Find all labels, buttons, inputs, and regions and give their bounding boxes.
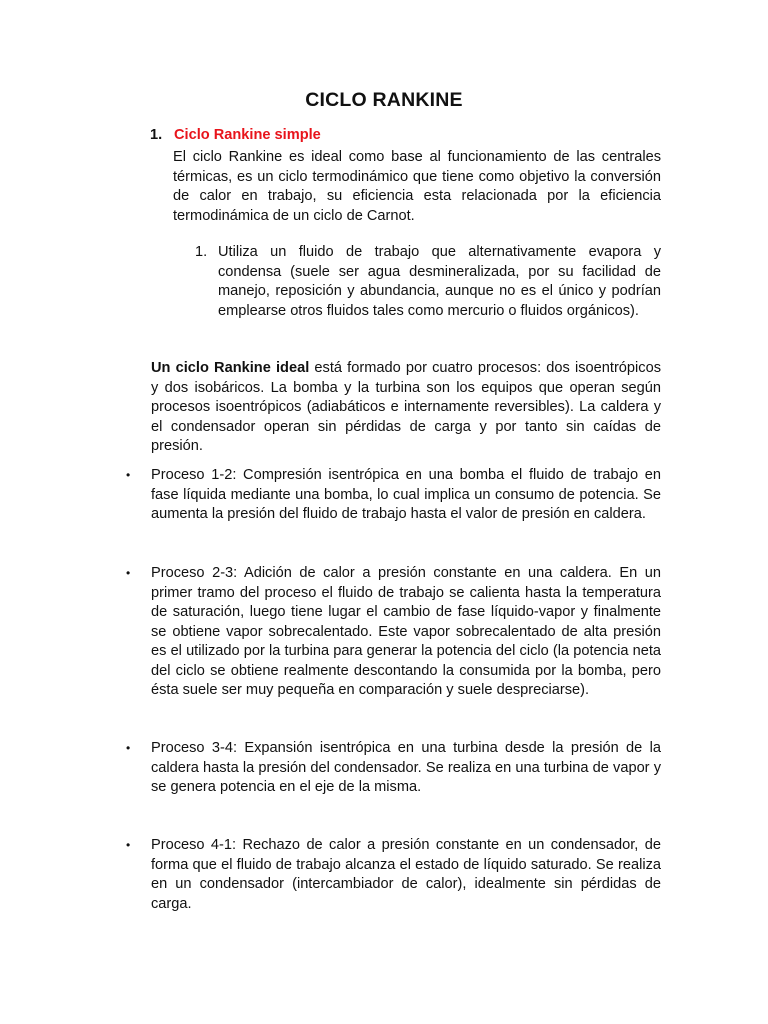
bullet-dot: • <box>126 566 131 580</box>
intro-paragraph <box>151 359 661 457</box>
section-paragraph: El ciclo Rankine es ideal como base al funcionamiento de las centrales térmicas, es un ciclo termodinámico que tiene como objetivo la conversión de calor en trabajo, su eficiencia esta relacionada por la eficiencia termodinámica de un ciclo de Carnot. <box>173 149 661 224</box>
intro-text: está formado por cuatro procesos: dos isoentrópicos y dos isobáricos. La bomba y la turbina son los equipos que operan según procesos isoentrópicos (adiabáticos e internamente reversibles). La caldera y el condensador operan sin pérdidas de carga y por tanto sin caídas de presión. <box>151 360 661 454</box>
list-item-process-3-4: Proceso 3-4: Expansión isentrópica en una turbina desde la presión de la caldera hasta la presión del condensador. Se realiza en una turbina de vapor y se genera potencia en el eje de la misma. <box>151 740 661 795</box>
list-item-process-4-1: Proceso 4-1: Rechazo de calor a presión constante en un condensador, de forma que el fluido de trabajo alcanza el estado de líquido saturado. Se realiza en un condensador (intercambiador de calor), idealmente sin pérdidas de carga. <box>151 837 661 912</box>
page-title: CICLO RANKINE <box>305 89 463 111</box>
list-item-process-2-3: Proceso 2-3: Adición de calor a presión constante en una caldera. En un primer tramo del proceso el fluido de trabajo se calienta hasta la temperatura de saturación, luego tiene lugar el cambio de fase líquido-vapor y finalmente se obtiene vapor sobrecalentado. Este vapor sobrecalentado de alta presión es el utilizado por la turbina para generar la potencia del ciclo (la potencia neta del ciclo se obtiene realmente descontando la consumida por la bomba, pero ésta suele ser muy pequeña en comparación y suele despreciarse). <box>151 565 661 698</box>
bullet-dot: • <box>126 838 131 852</box>
bullet-dot: • <box>126 468 131 482</box>
intro-bold-lead: Un ciclo Rankine ideal <box>151 360 310 376</box>
bullet-dot: • <box>126 741 131 755</box>
subitem-number: 1. <box>195 244 208 260</box>
list-item-process-1-2: Proceso 1-2: Compresión isentrópica en una bomba el fluido de trabajo en fase líquida mediante una bomba, lo cual implica un consumo de potencia. Se aumenta la presión del fluido de trabajo hasta el valor de presión en caldera. <box>151 467 661 522</box>
section-number: 1. <box>150 127 163 143</box>
subitem-paragraph: Utiliza un fluido de trabajo que alternativamente evapora y condensa (suele ser agua desmineralizada, por su facilidad de manejo, reposición y abundancia, aunque no es el único y podrían emplearse otros fluidos tales como mercurio o fluidos orgánicos). <box>218 244 661 319</box>
section-heading: Ciclo Rankine simple <box>174 127 321 143</box>
